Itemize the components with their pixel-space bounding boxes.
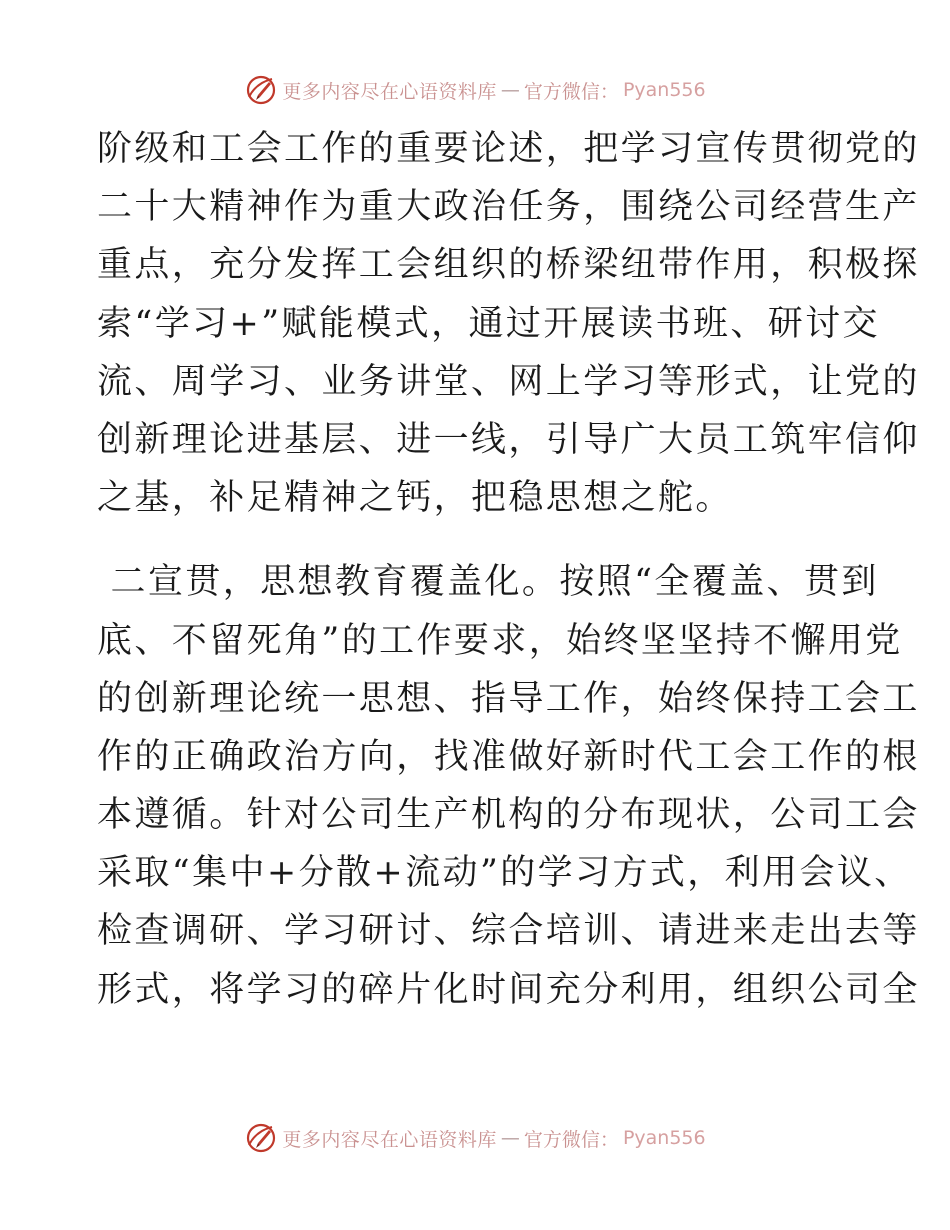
header-watermark <box>0 70 950 110</box>
watermark-dash: — <box>500 1127 520 1149</box>
text-line: 流、周学习、业务讲堂、网上学习等形式，让党的 <box>97 361 920 402</box>
text-line: 作的正确政治方向，找准做好新时代工会工作的根 <box>97 736 920 777</box>
watermark-dash: — <box>500 79 520 101</box>
text-line: 采取“集中+分散+流动”的学习方式，利用会议、 <box>97 853 912 894</box>
text-line: 的创新理论统一思想、指导工作，始终保持工会工 <box>97 678 920 719</box>
watermark-wechat-id: Pyan556 <box>622 79 706 101</box>
text-line: 索“学习+”赋能模式，通过开展读书班、研讨交 <box>97 303 880 344</box>
text-line: 二宣贯，思想教育覆盖化。按照“全覆盖、贯到 <box>97 562 879 603</box>
text-line: 阶级和工会工作的重要论述，把学习宣传贯彻党的 <box>97 129 920 169</box>
text-line: 二十大精神作为重大政治任务，围绕公司经营生产 <box>97 187 920 228</box>
text-line: 重点，充分发挥工会组织的桥梁纽带作用，积极探 <box>97 245 920 286</box>
paragraph <box>97 120 920 527</box>
pen-logo-icon <box>244 73 278 107</box>
text-line: 形式，将学习的碎片化时间充分利用，组织公司全 <box>97 969 920 1010</box>
text-line: 底、不留死角”的工作要求，始终坚坚持不懈用党 <box>97 620 903 661</box>
text-line: 之基，补足精神之钙，把稳思想之舵。 <box>97 478 733 519</box>
watermark-wechat-id: Pyan556 <box>622 1127 706 1149</box>
watermark-wechat-label: 官方微信： <box>523 1128 619 1151</box>
text-line: 创新理论进基层、进一线，引导广大员工筑牢信仰 <box>97 419 920 460</box>
footer-watermark <box>0 1118 950 1158</box>
watermark-wechat-label: 官方微信： <box>523 80 619 103</box>
paragraph <box>97 553 920 1019</box>
watermark-site-text: 更多内容尽在心语资料库 <box>282 80 497 103</box>
document-body <box>97 120 920 1019</box>
text-line: 本遵循。针对公司生产机构的分布现状，公司工会 <box>97 795 920 836</box>
text-line: 检查调研、学习研讨、综合培训、请进来走出去等 <box>97 911 920 952</box>
pen-logo-icon <box>244 1121 278 1155</box>
paragraph-gap <box>97 527 857 553</box>
watermark-site-text: 更多内容尽在心语资料库 <box>282 1128 497 1151</box>
